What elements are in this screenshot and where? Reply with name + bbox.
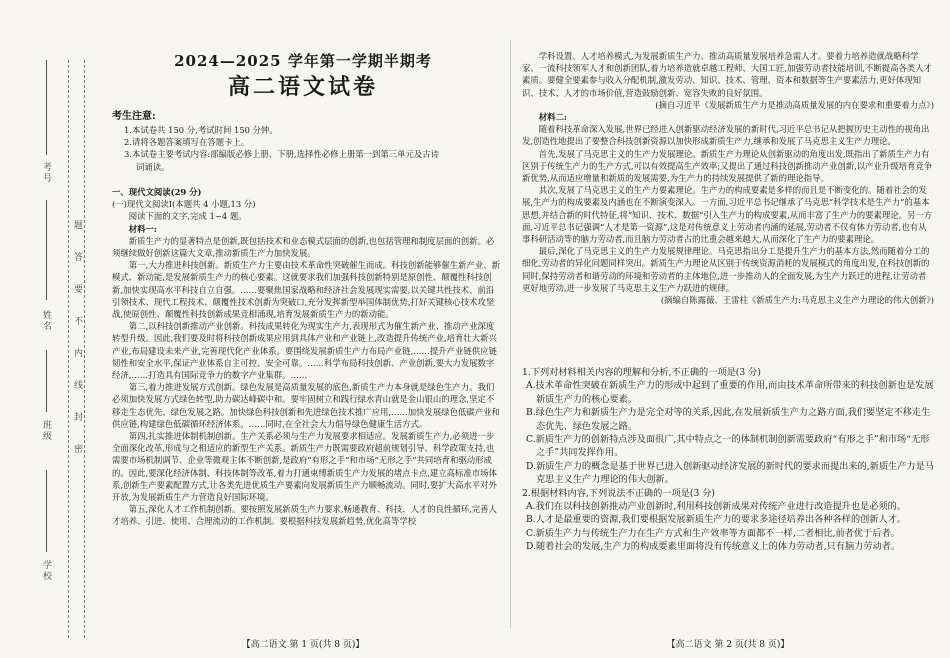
material-label: 材料一: [128, 223, 158, 234]
option: D.随着社会的发展,生产力的构成要素里面将没有传统意义上的体力劳动者,只有脑力劳动者。 [526, 541, 901, 553]
seal-word: 不 [72, 316, 82, 327]
seal-word: 密 [72, 444, 82, 455]
questions-block [522, 366, 934, 554]
exam-title-line1: 2024—2025 学年第一学期半期考 [174, 52, 432, 70]
passage-block-2 [522, 50, 934, 306]
seal-line-inner [84, 60, 85, 638]
exam-title-line2: 高二语文试卷 [227, 74, 378, 100]
page-footer: 【高二语文 第 2 页(共 8 页)】 [666, 640, 790, 650]
notice-title: 考生注意: [112, 111, 156, 122]
paragraph: 学科设置、人才培养模式,为发展新质生产力、推动高质量发展培养急需人才。要着力培养造就战略科学家、一流科技领军人才和创新团队,着力培养造就卓越工程师、大国工匠,加强劳动者技能培训,不断提高各类人才素质。要健全要素参与收入分配机制,激发劳动、知识、技术、管理、资本和数据等生产要素活力,更好体现知识、技术、人才的市场价值,营造鼓励创新、宽容失败的良好氛围。 [522, 51, 932, 98]
material-label: 材料二: [538, 112, 568, 123]
passage-block [112, 186, 502, 528]
seal-word: 题 [72, 220, 82, 231]
banji-line [46, 350, 47, 412]
notice-block [112, 110, 502, 173]
option: A.技术革命性突破在新质生产力的形成中起到了重要的作用,而由技术革命所带来的科技创新也是发展新质生产力的核心要素。 [526, 380, 934, 405]
seal-word: 内 [72, 348, 82, 359]
option: B.绿色生产力和新质生产力是完全对等的关系,因此,在发展新质生产力之路方面,我们要坚定不移走生态优先、绿色发展之路。 [526, 407, 931, 432]
option: B.人才是最重要的资源,我们要根据发展新质生产力的要求多途径培养出各种各样的创新人才。 [526, 514, 907, 526]
source-note: (摘自习近平《发展新质生产力是推动高质量发展的内在要求和重要着力点》) [655, 99, 934, 110]
question-2: 2.根据材料内容,下列说法不正确的一项是(3 分) [522, 487, 715, 499]
seal-word: 线 [72, 380, 82, 391]
seal-word: 要 [72, 284, 82, 295]
notice-item: 3.本试卷主要考试内容:部编版必修上册、下册,选择性必修上册第一到第三单元及古诗 [124, 149, 439, 160]
paragraph: 第一,大力推进科技创新。新质生产力主要由技术革命性突破催生而成。科技创新能够催生新产业、新模式、新动能,是发展新质生产力的核心要素。这就要求我们加强科技创新特别是原创性、颠覆性科技创新,加快实现高水平科技自立自强。……要聚焦国家战略和经济社会发展现实需要,以关键共性技术、前沿引领技术、现代工程技术、颠覆性技术创新为突破口,充分发挥新型举国体制优势,打好关键核心技术攻坚战,使原创性、颠覆性科技创新成果竞相涌现,培育发展新质生产力的新动能。 [112, 260, 500, 320]
binding-strip [0, 0, 92, 658]
kaohao-line [46, 60, 47, 155]
banji-label: 班级 [41, 420, 51, 442]
instruction: 阅读下面的文字,完成 1~4 题。 [128, 211, 247, 222]
seal-word: 封 [72, 412, 82, 423]
paragraph: 其次,发展了马克思主义的生产力要素理论。生产力的构成要素是多样的而且是不断变化的。随着社会的发展,生产力的构成要素及内涵也在不断演变深入。一方面,习近平总书记继承了马克思“科学技术是生产力”的基本思想,并结合新的时代特征,将“知识、技术、数据”引入生产力的构成要素,从而丰富了生产力的要素理论。另一方面,习近平总书记强调“人才是第一资源”,这是对传统意义上劳动者内涵的延展,劳动者不仅有体力劳动者,也有从事科研活动等的脑力劳动者,而且脑力劳动者占的比重会越来越大,从而深化了生产力的要素理论。 [522, 185, 933, 245]
page-1 [98, 0, 508, 658]
notice-item: 词诵读。 [136, 161, 170, 172]
option: C.新质生产力的创新特点涉及面很广,其中特点之一的体制机制创新需要政府“有形之手”和市场“无形之手”共同发挥作用。 [526, 434, 930, 459]
paragraph: 新质生产力的显著特点是创新,既包括技术和业态模式层面的创新,也包括管理和制度层面的创新。必须继续做好创新这篇大文章,推动新质生产力加快发展。 [112, 235, 495, 259]
paragraph: 第二,以科技创新推动产业创新。科技成果转化为现实生产力,表现形式为催生新产业、推动产业深度转型升级。因此,我们要及时将科技创新成果应用到具体产业和产业链上,改造提升传统产业,培育壮大新兴产业,布局建设未来产业,完善现代化产业体系。要围绕发展新质生产力布局产业链,……提升产业链供应链韧性和安全水平,保证产业体系自主可控、安全可靠。……科学布局科技创新、产业创新,要大力发展数字经济,……打造具有国际竞争力的数字产业集群。…… [112, 321, 497, 381]
xuexiao-line [46, 470, 47, 552]
question-1: 1.下列对材料相关内容的理解和分析,不正确的一项是(3 分) [522, 367, 761, 378]
section-heading: 一、现代文阅读(29 分) [112, 187, 202, 197]
sub-heading: (一)现代文阅读Ⅰ(本题共 4 小题,13 分) [112, 199, 256, 210]
kaohao-label: 考号 [41, 162, 51, 184]
option: A.我们在以科技创新推动产业创新时,利用科技创新成果对传统产业进行改造提升也是必须的。 [526, 501, 906, 513]
paragraph: 第四,扎实推进体制机制创新。生产关系必须与生产力发展要求相适应。发展新质生产力,必须进一步全面深化改革,形成与之相适应的新型生产关系。新质生产力既需要政府超前规划引导、科学政策支持,也需要市场机制调节、企业等微观主体不断创新,是政府“有形之手”和市场“无形之手”共同培育和驱动形成的。因此,要深化经济体制、科技体制等改革,着力打通束缚新质生产力发展的堵点卡点,建立高标准市场体系,创新生产要素配置方式,让各类先进优质生产要素向发展新质生产力顺畅流动。同时,要扩大高水平对外开放,为发展新质生产力营造良好国际环境。 [112, 431, 497, 503]
page-footer: 【高二语文 第 1 页(共 8 页)】 [241, 640, 365, 650]
seal-word: 答 [72, 252, 82, 263]
paragraph: 第三,着力推进发展方式创新。绿色发展是高质量发展的底色,新质生产力本身就是绿色生产力。我们必须加快发展方式绿色转型,助力碳达峰碳中和。要牢固树立和践行绿水青山就是金山银山的理念,坚定不移走生态优先、绿色发展之路。加快绿色科技创新和先进绿色技术推广应用,……加快发展绿色低碳产业和供应链,构建绿色低碳循环经济体系。……同时,在全社会大力倡导绿色健康生活方式。 [112, 382, 500, 429]
seal-line-outer [68, 60, 69, 638]
xuexiao-label: 学校 [41, 560, 51, 582]
page-divider [510, 40, 511, 628]
source-note: (摘编自陈露薇、王雷柱《新质生产力:马克思主义生产力理论的伟大创新》) [660, 295, 934, 306]
page-2 [514, 0, 942, 658]
xingming-line [46, 200, 47, 300]
paragraph: 随着科技革命深入发展,世界已经进入创新驱动经济发展的新时代,习近平总书记从把握历史主动性的视角出发,创造性地提出了要整合科技创新资源以加快形成新质生产力,继承和发展了马克思主义生产力理论。 [522, 124, 930, 147]
option: C.新质生产力与传统生产力在生产方式和生产效率等方面都不一样,二者相比,前者优于后者。 [526, 527, 900, 539]
notice-item: 2.请将各题答案填写在答题卡上。 [124, 137, 250, 148]
notice-item: 1.本试卷共 150 分,考试时间 150 分钟。 [124, 125, 278, 135]
xingming-label: 姓名 [41, 310, 51, 332]
paragraph: 第五,深化人才工作机制创新。要按照发展新质生产力要求,畅通教育、科技、人才的良性循环,完善人才培养、引进、使用、合理流动的工作机制。要根据科技发展新趋势,优化高等学校 [112, 504, 497, 527]
paragraph: 首先,发展了马克思主义的生产力发展理论。新质生产力理论从创新驱动的角度出发,既指出了新质生产力有区别于传统生产力的生产方式,可以有效提高生产效率;又提出了通过科技创新推动产业创新,以产业升级培育竞争新优势,从而适应增量和新质的发展需要,为生产力的持续发展提供了新的理论指导。 [522, 148, 933, 184]
paragraph: 最后,深化了马克思主义的生产力发展规律理论。马克思指出分工是提升生产力的基本方法,然而随着分工的细化,劳动者的异化问题同样突出。新质生产力理论从区别于传统资源消耗的发展模式的角度出发,在科技创新的同时,保持劳动者和谐劳动的环境和劳动者的主体地位,进一步推动人的全面发展,为生产力跃迁的进程,让劳动者更好地劳动,进一步发展了马克思主义生产力跃进的规律。 [522, 246, 930, 293]
option: D.新质生产力的概念是基于世界已进入创新驱动经济发展的新时代的要求而提出来的,新质生产力是马克思主义生产力理论的伟大创新。 [526, 460, 934, 486]
